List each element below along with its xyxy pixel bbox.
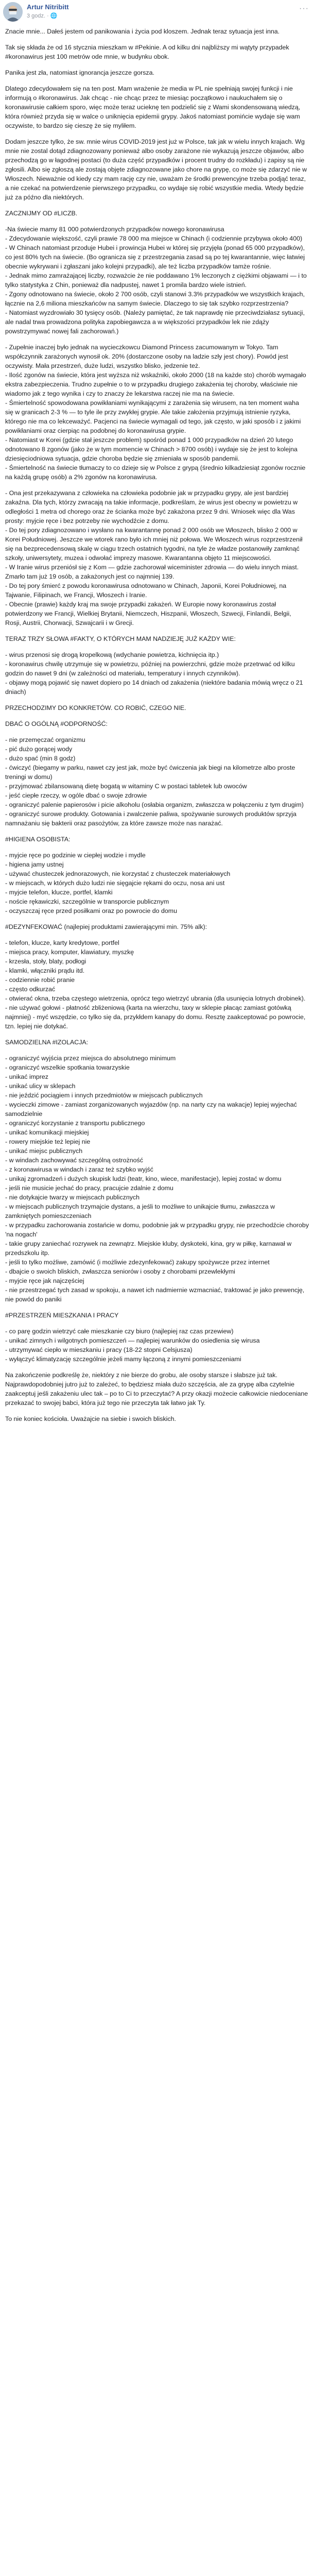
avatar[interactable] [3,2,23,22]
post-paragraph: ZACZNIJMY OD #LICZB. [5,210,78,217]
post-paragraph: PRZECHODZIMY DO KONKRETÓW. CO ROBIĆ, CZEGO NIE. [5,704,186,711]
post-timestamp[interactable]: 3 godz. [27,13,46,19]
post-paragraph: - wirus przenosi się drogą kropelkową (wdychanie powietrza, kichnięcia itp.) - koronawirus chwilę utrzymuje się w powietrzu, później na powierzchni, gdzie może przetrwać od kilku godzin do nawet 9 dni (w zależności od materiału, temperatury i innych czynników). - objawy mogą pojawić się nawet dopiero po 14 dniach od zakażenia (niektóre badania mówią wręcz o 21 dniach) [5,651,303,696]
author-name[interactable]: Artur Nitribitt [27,3,69,11]
post-paragraph: - co parę godzin wietrzyć całe mieszkanie czy biuro (najlepiej raz czas przewiew) - unikać zimnych i wilgotnych pomieszczeń — najlepiej warunków do osiedlenia się wirusa - utrzymywać ciepło w mieszkaniu i pracy (18-22 stopni Celsjusza) - wyłączyć klimatyzację szczególnie jeżeli mamy łączoną z innymi pomieszczeniami [5,1328,260,1363]
post-header [0,0,314,25]
post-paragraph: SAMODZIELNA #IZOLACJA: [5,1039,89,1046]
post-paragraph: - myjcie ręce po godzinie w ciepłej wodzie i mydle - higiena jamy ustnej - używać chusteczek jednorazowych, nie korzystać z chusteczek materiałowych - w miejscach, w których dużo ludzi nie sięgajcie rękami do oczu, nosa ani ust - myjcie telefon, klucze, portfel, klamki - noście rękawiczki, szczególnie w transporcie publicznym - oczyszczaj ręce przed posiłkami oraz po powrocie do domu [5,852,231,914]
post-paragraph: #HIGIENA OSOBISTA: [5,836,71,843]
post-paragraph: - Ona jest przekazywana z człowieka na człowieka podobnie jak w przypadku grypy, ale jest bardziej zakaźna. Dla tych, którzy zwracają na takie informacje, podkreślam, że wirus jest obecny w powietrzu w odległości 1 metra od chorego oraz że ścianka może być zakażona przez 9 dni. Wniosek więc dla Was prosty: myjcie ręce i bez potrzeby nie wychodźcie z domu. - Do tej pory zdiagnozowano i wysłano na kwarantannę ponad 2 000 osób we Włoszech, blisko 2 000 w Korei Południowej. Jeszcze we wtorek rano było ich mniej niż połowa. We Włoszech wirus rozprzestrzenił się na bezprecedensową skalę w ciągu trzech ostatnich tygodni, na tyle że władze postanowiły zamknąć szkoły, uniwersytety, muzea i odwołać imprezy masowe. Kwarantanna objęto 11 miejscowości. - W Iranie wirus przeniósł się z Kom — gdzie zachorował wiceminister zdrowia — do wielu innych miast. Zmarło tam już 19 osób, a zakażonych jest co najmniej 139. - Do tej pory śmierć z powodu koronawirusa odnotowano w Chinach, Japonii, Korei Południowej, na Tajwanie, Filipinach, we Francji, Włoszech i Iranie. - Obecnie (prawie) każdy kraj ma swoje przypadki zakażeń. W Europie nowy koronawirus został potwierdzony we Francji, Wielkiej Brytanii, Niemczech, Hiszpanii, Włoszech, Szwecji, Finlandii, Belgii, Rosji, Austrii, Chorwacji, Szwajcarii i w Grecji. [5,489,303,626]
post-paragraph: TERAZ TRZY SŁOWA #FAKTY, O KTÓRYCH MAM NADZIEJĘ JUŻ KAŻDY WIE: [5,635,236,642]
post-paragraph: Panika jest zła, natomiast ignorancja jeszcze gorsza. [5,69,154,76]
post-paragraph: To nie koniec kościoła. Uważajcie na siebie i swoich bliskich. [5,1415,176,1422]
post-paragraph: #PRZESTRZEŃ MIESZKANIA I PRACY [5,1312,119,1319]
globe-icon: · 🌐 [47,13,58,19]
post-paragraph: DBAĆ O OGÓLNĄ #ODPORNOŚĆ: [5,720,108,727]
post-paragraph: - telefon, klucze, karty kredytowe, portfel - miejsca pracy, komputer, klawiatury, myszkę - krzesła, stoły, blaty, podłogi - klamki, włączniki prądu itd. - codziennie robić pranie - często odkurzać - otwierać okna, trzeba częstego wietrzenia, oprócz tego wietrzyć ubrania (dla usunięcia lotnych drobinek). - nie używać gołowi - płatność zbliżeniową (karta na wierzchu, taxy w sklepie płacąc zamiast gotówką najmniej) - myć wszędzie, co tylko się da, przykłdem kanapy do domu. Resztę zaakceptować po powrocie, tzn. lepiej nie dotykać. [5,939,306,1030]
post-body [5,27,309,1430]
post-paragraph: Na zakończenie podkreślę że, niektóry z nie bierze do grobu, ale osoby starsze i słabsze już tak. Najprawdopodobniej jutro już to zależeć, to będziesz miała dużo szczęścia, ale za grypę alba czytelnie zaakceptuj jeśli zakażeniu ulec tak – po to Ci to przeczytać? A przy okazji możecie całkowicie niedoceniane przekazać to swojej babci, która już tego nie przeczyta tak łatwo jak Ty. [5,1371,308,1406]
post-paragraph: Dlatego zdecydowałem się na ten post. Mam wrażenie że media w PL nie spełniają swojej funkcji i nie informują o #koronawirus. Jak chcąc - nie chcąc przez te miesiąc początkowo i naukuchałem się o koronawirusie całkiem sporo, więc może teraz ucieknę ten podzielić się z Wami skondensowaną wiedzą, która również przyda się w walce o uniknięcia epidemii grypy. Jakoś natomiast pomińcie wydaje się wam oczywiste, to bardzo się cieszę że się myliłem. [5,85,301,129]
post-paragraph: Tak się składa że od 16 stycznia mieszkam w #Pekinie. A od kilku dni najbliższy mi wątyty przypadek #koronawirus jest 100 metrów ode mnie, w budynku obok. [5,44,289,60]
post-paragraph: -Na świecie mamy 81 000 potwierdzonych przypadków nowego koronawirusa - Zdecydowanie większość, czyli prawie 78 000 ma miejsce w Chinach (i codziennie przybywa około 400) - W Chinach natomiast przoduje Hubei i prowincja Hubei w której się przyjęła (ponad 65 000 przypadków), co jest 80% tych na świecie. (Bo ogranicza się z przestrzegania zasad są po tej kwarantannie, więc łatwiej obecnie wykrywani i zgłaszani jako kolejni przypadki), ale też liczba przypadków tamże rośnie. - Jednak mimo zamrażającej liczby, rozważcie że nie poddawano 1% leczonych z ciężkimi objawami — i to tylko statystyka z Chin, ponieważ dla nadpustej, nawet 1 promila bardzo wiele istnień. - Zgony odnotowano na świecie, około 2 700 osób, czyli stanowi 3.3% przypadków we wszystkich krajach, łącznie na 2,6 miliona mieszkańców na samym świecie. Dlaczego to się tak szybko rozprzestrzenia? - Natomiast wyzdrowiało 30 tysięcy osób. (Należy pamiętać, że tak naprawdę nie przeciwdziałasz sytuacji, ale nadal trwa prowadzona polityka zapobiegawcza a w większości przypadków lek nie zdąży powstrzymywać nowej fali zachorowań.) [5,226,307,335]
post-paragraph: Znacie mnie... Dałeś jestem od panikowania i życia pod kloszem. Jednak teraz sytuacja jest inna. [5,28,280,35]
post-paragraph: - nie przemęczać organizmu - pić dużo gorącej wody - dużo spać (min 8 godz) - ćwiczyć (biegamy w parku, nawet czy jest jak, może być ćwiczenia jak biegi na kilometrze albo proste treningi w domu) - przyjmować zbilansowaną dietę bogatą w witaminy C w postaci tabletek lub owoców - jeść ciepłe rzeczy, w ogóle dbać o swoje zdrowie - ograniczyć palenie papierosów i picie alkoholu (osłabia organizm, zwłaszcza w połączeniu z tym drugim) - ograniczyć surowe produkty. Gotowania i zwalczenie paliwa, spożywanie surowych produktów sprzyja namnażaniu się bakterii oraz pasożytów, za które zawsze może nas narażać. [5,736,304,827]
avatar-photo [3,2,23,22]
post-paragraph: - ograniczyć wyjścia przez miejsca do absolutnego minimum - ograniczyć wszelkie spotkania towarzyskie - unikać imprez - unikać ulicy w sklepach - nie jeździć pociągiem i innych przedmiotów w miejscach publicznych - wycieczki zimowe - zamiast zorganizowanych wyjazdów (np. na narty czy na wakacje) lepiej wyjechać samodzielnie - ograniczyć korzystanie z transportu publicznego - unikać komunikacji miejskiej - rowery miejskie też lepiej nie - unikać miejsc publicznych - w windach zachowywać szczególną ostrożność - z koronawirusa w windach i zaraz też szybko wyjść - unikaj zgromadzeń i dużych skupisk ludzi (teatr, kino, wiece, manifestacje), lepiej zostać w domu - jeśli nie musicie jechać do pracy, pracujcie zdalnie z domu - nie dotykajcie twarzy w miejscach publicznych - w miejscach publicznych trzymajcie dystans, a jeśli to możliwe to unikajcie tłumu, zwłaszcza w zamkniętych pomieszczeniach - w przypadku zachorowania zostańcie w domu, podobnie jak w przypadku grypy, nie przechodźcie choroby 'na nogach' - takie grupy zaniechać rozrywek na zewnątrz. Miejskie kluby, dyskoteki, kina, gry w piłkę, karnawał w przedszkolu itp. - jeśli to tylko możliwe, zamówić (i możliwie zdezynfekować) zakupy spożywcze przez internet - dbajcie o swoich bliskich, zwłaszcza seniorów i osoby z chorobami przewlekłymi - myjcie ręce jak najczęściej - nie przestrzegać tych zasad w spokoju, a nawet ich nadmiernie wzmacniać, traktować je jako prewencję, nie powód do paniki [5,1055,309,1303]
post-paragraph: - Zupełnie inaczej było jednak na wycieczkowcu Diamond Princess zacumowanym w Tokyo. Tam współczynnik zarażonych wynosił ok. 20% (dostarczone osoby na ladzie szły jest chory). Powód jest oczywisty. Mała przestrzeń, duże ludzi, wszystko blisko, jedzenie też. - Ilość zgonów na świecie, która jest wyższa niż wskaźniki, około 2000 (18 na każde sto) chorób wymagało ekstra zabezpieczenia. Trudno zupełnie o to w przypadku drugiego zakażenia tej choroby, właściwie nie wiadomo jak z tego wynika i czy to znaczy że lekarstwa raczej nie ma na świecie. - Śmiertelność spowodowana powikłaniami wynikającymi z zarażenia się wirusem, na ten moment waha się w granicach 2-3 % — to tyle ile przy zwykłej grypie. Ale takie założenia przyjmują istnienie ryzyka, którego nie ma co lekceważyć. Pacjenci na świecie wymagali od tego, jak często, w jaki sposób i z jakimi powikłaniami oraz cierpiąc na podobnej do koronawirusa grypie. - Natomiast w Korei (gdzie stał jeszcze problem) spośród ponad 1 000 przypadków na dzień 20 lutego odnotowano 8 zgonów (jako że w tym momencie w Chinach > 8700 osób) i wydaje się że jest to kolejna dziesięciodniowa sytuacja, gdzie choroba będzie się zmieniała w sposób pandemii. - Śmiertelność na świecie tłumaczy to co dzieje się w Polsce z grypą (średnio kilkadziesiąt zgonów rocznie na każdą grupę osób) a 2% zgonów na koronawirusa. [5,344,306,481]
post-paragraph: Dodam jeszcze tylko, że sw. mnie wirus COVID-2019 jest już w Polsce, tak jak w wielu innych krajach. Wg mnie nie zostal dotąd zdiagnozowany ponieważ albo osoby zarażone nie wykazują jeszcze objawów, albo przechodzą go w łagodnej postaci (to duża część przypadków i procent trudny do rozkładu) i zapisy są nie zgłosili. Albo się zgłoszą ale zostają objęte zdiagnozowane jako chore na grypę, co może się zdarzyć nie w Włoszech. Nieważnie od kiedy czy mam rację czy nie, uważam że środki prewencyjne trzeba podjąć teraz, a nie czekać na potwierdzenie pierwszego przypadku, co wydaje się robić wszystkie media. Wtedy będzie już za późno dla niektórych. [5,138,307,201]
post-meta [27,12,58,19]
post-paragraph: #DEZYNFEKOWAĆ (najlepiej produktami zawierającymi min. 75% alk): [5,923,207,930]
more-options-icon[interactable]: ··· [299,4,309,13]
